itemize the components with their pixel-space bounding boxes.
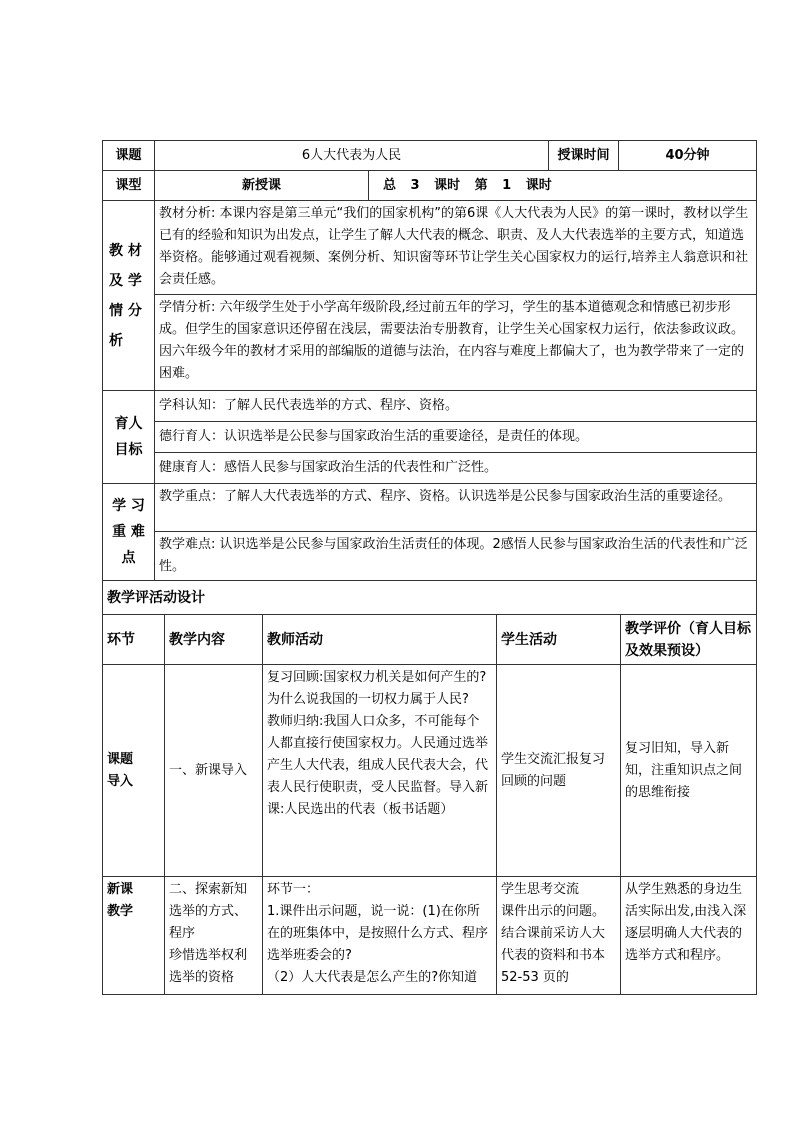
student-activity: 学生思考交流 课件出示的问题。结合课前采访人大代表的资料和书本 52-53 页的 — [497, 877, 621, 995]
goal-item: 学科认知：了解人民代表选举的方式、程序、资格。 — [155, 391, 757, 422]
header-teacher: 教师活动 — [263, 615, 497, 665]
stage-cell — [103, 665, 165, 877]
content-line: 选举的资格 — [169, 970, 235, 985]
goals-label-line: 目标 — [114, 442, 143, 458]
key-point: 教学重点：了解人大代表选举的方式、程序、资格。认识选举是公民参与国家政治生活的重要途径。 — [155, 484, 757, 532]
topic-label: 课题 — [103, 141, 155, 171]
goals-label-line: 育人 — [114, 416, 143, 432]
content-line: 程序 — [169, 926, 196, 941]
eval-cell: 复习旧知，导入新知，注重知识点之间的思维衔接 — [621, 665, 757, 877]
type-label: 课型 — [103, 171, 155, 201]
stage-line: 教学 — [107, 904, 134, 919]
analysis-label-line: 教 材 — [109, 242, 142, 259]
content-line: 珍惜选举权利 — [169, 948, 248, 963]
focus-label — [103, 484, 155, 581]
stage-cell — [103, 877, 165, 995]
analysis-label-line: 情 分 — [109, 302, 142, 319]
teacher-activity: 环节一： 1.课件出示问题，说一说：(1)在你所在的班集体中，是按照什么方式、程序选举班委会的? （2）人大代表是怎么产生的?你知道 — [263, 877, 497, 995]
analysis-label-line: 析 — [109, 332, 123, 349]
lesson-plan-sheet — [102, 140, 756, 995]
content-cell — [165, 877, 263, 995]
goal-item: 健康育人：感悟人民参与国家政治生活的代表性和广泛性。 — [155, 453, 757, 484]
activity-design-table — [102, 614, 757, 995]
section-title: 教学评活动设计 — [103, 581, 757, 615]
goals-label — [103, 391, 155, 484]
content-line: 选举的方式、 — [169, 904, 248, 919]
analysis-label — [103, 201, 155, 391]
content-cell — [165, 665, 263, 877]
teacher-activity: 复习回顾:国家权力机关是如何产生的?为什么说我国的一切权力属于人民? 教师归纳:我国人口众多，不可能每个人都直接行使国家权力。人民通过选举产生人大代表，组成人民代表大会，代表人民行使职责，受人民监督。导入新课:人民选出的代表（板书话题） — [263, 665, 497, 877]
focus-label-line: 学 习 — [112, 498, 145, 514]
header-stage: 环节 — [103, 615, 165, 665]
textbook-analysis: 教材分析: 本课内容是第三单元“我们的国家机构”的第6课《人大代表为人民》的第一课时，教材以学生已有的经验和知识为出发点，让学生了解人大代表的概念、职责、及人大代表选举的主要方式，知道选举资格。能够通过观看视频、案例分析、知识窗等环节让学生关心国家权力的运行,培养主人翁意识和社会责任感。 — [155, 201, 757, 295]
time-label: 授课时间 — [549, 141, 619, 171]
topic-value: 6人大代表为人民 — [155, 141, 549, 171]
lesson-info-table — [102, 140, 757, 615]
stage-line: 课题 — [107, 751, 134, 767]
goal-item: 德行育人：认识选举是公民参与国家政治生活的重要途径，是责任的体现。 — [155, 422, 757, 453]
header-content: 教学内容 — [165, 615, 263, 665]
focus-label-line: 点 — [121, 550, 136, 566]
student-activity: 学生交流汇报复习 回顾的问题 — [497, 665, 621, 877]
content-line: 二、探索新知 — [169, 882, 248, 897]
analysis-label-line: 及 学 — [109, 272, 142, 289]
difficult-point: 教学难点: 认识选举是公民参与国家政治生活责任的体现。2感悟人民参与国家政治生活的代表性和广泛性。 — [155, 532, 757, 581]
stage-line: 导入 — [107, 773, 134, 789]
content-line: 一、新课导入 — [169, 762, 248, 778]
schedule-value: 总 3 课时 第 1 课时 — [369, 171, 757, 201]
student-analysis: 学情分析: 六年级学生处于小学高年级阶段,经过前五年的学习，学生的基本道德观念和情感已初步形成。但学生的国家意识还停留在浅层，需要法治专册教育，让学生关心国家权力运行，依法参政议政。因六年级今年的教材才采用的部编版的道德与法治，在内容与难度上都偏大了，也为教学带来了一定的困难。 — [155, 295, 757, 391]
focus-label-line: 重 难 — [112, 524, 145, 540]
type-value: 新授课 — [155, 171, 369, 201]
eval-cell: 从学生熟悉的身边生活实际出发,由浅入深逐层明确人大代表的选举方式和程序。 — [621, 877, 757, 995]
stage-line: 新课 — [107, 882, 134, 897]
header-student: 学生活动 — [497, 615, 621, 665]
time-value: 40分钟 — [619, 141, 757, 171]
header-eval: 教学评价（育人目标及效果预设） — [621, 615, 757, 665]
